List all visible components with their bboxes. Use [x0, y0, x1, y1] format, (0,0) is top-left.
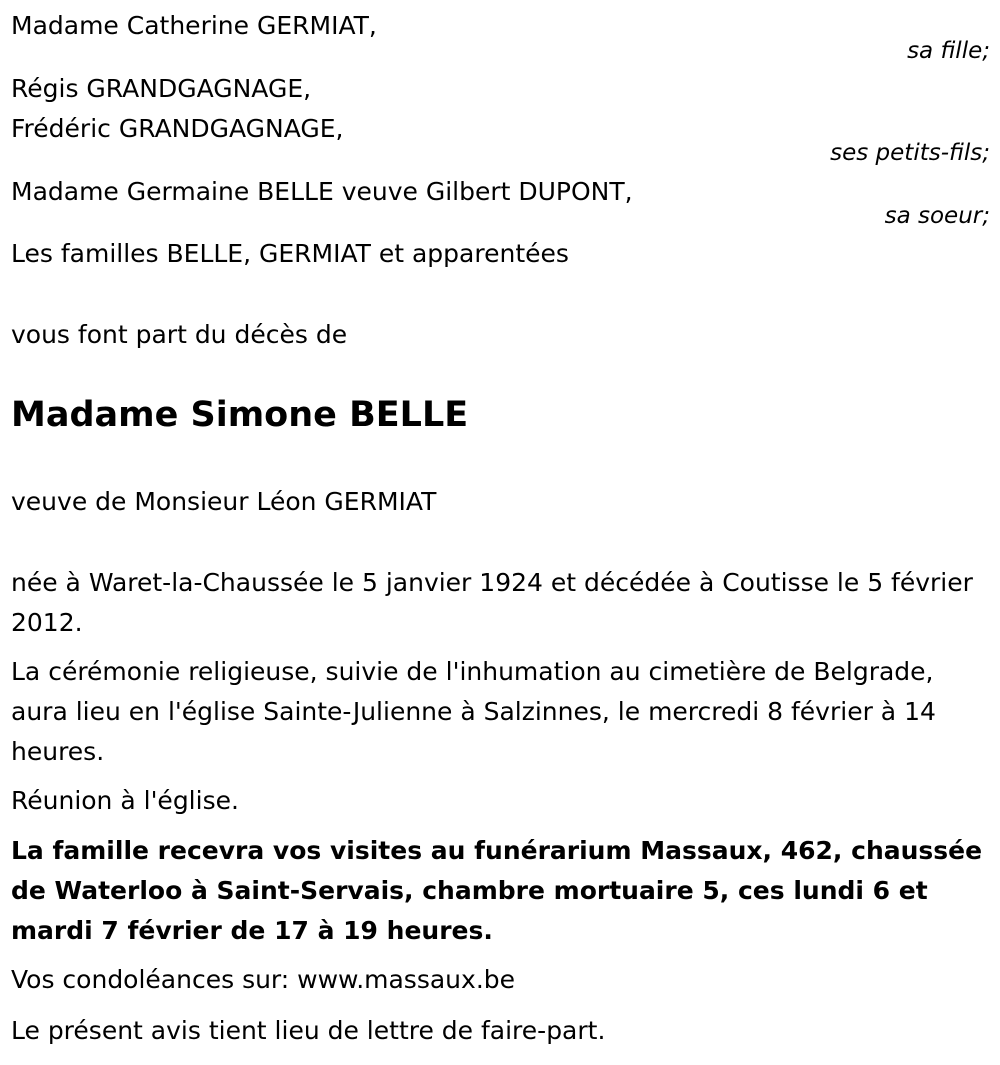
birth-death-paragraph: née à Waret-la-Chaussée le 5 janvier 1924 et décédée à Coutisse le 5 février 2012.: [11, 568, 973, 637]
notice-line: Le présent avis tient lieu de lettre de faire-part.: [11, 1016, 606, 1045]
grandsons-relation: ses petits-fils;: [830, 140, 990, 166]
daughter-name: Madame Catherine GERMIAT,: [11, 11, 377, 40]
grandson-name-1: Régis GRANDGAGNAGE,: [11, 74, 312, 103]
visits-paragraph: La famille recevra vos visites au funérarium Massaux, 462, chaussée de Waterloo à Saint-Servais, chambre mortuaire 5, ces lundi 6 et mardi 7 février de 17 à 19 heures.: [11, 836, 983, 945]
widow-of-line: veuve de Monsieur Léon GERMIAT: [11, 487, 437, 516]
announcement-intro: vous font part du décès de: [11, 320, 348, 349]
ceremony-paragraph: La cérémonie religieuse, suivie de l'inhumation au cimetière de Belgrade, aura lieu en l'église Sainte-Julienne à Salzinnes, le mercredi 8 février à 14 heures.: [11, 657, 936, 766]
extended-families: Les familles BELLE, GERMIAT et apparentées: [11, 239, 569, 268]
deceased-name: Madame Simone BELLE: [11, 395, 469, 435]
condolences-line: Vos condoléances sur: www.massaux.be: [11, 965, 516, 994]
grandson-name-2: Frédéric GRANDGAGNAGE,: [11, 114, 344, 143]
meeting-line: Réunion à l'église.: [11, 786, 239, 815]
sister-name: Madame Germaine BELLE veuve Gilbert DUPONT,: [11, 177, 633, 206]
daughter-relation: sa fille;: [907, 38, 990, 64]
sister-relation: sa soeur;: [884, 203, 990, 229]
